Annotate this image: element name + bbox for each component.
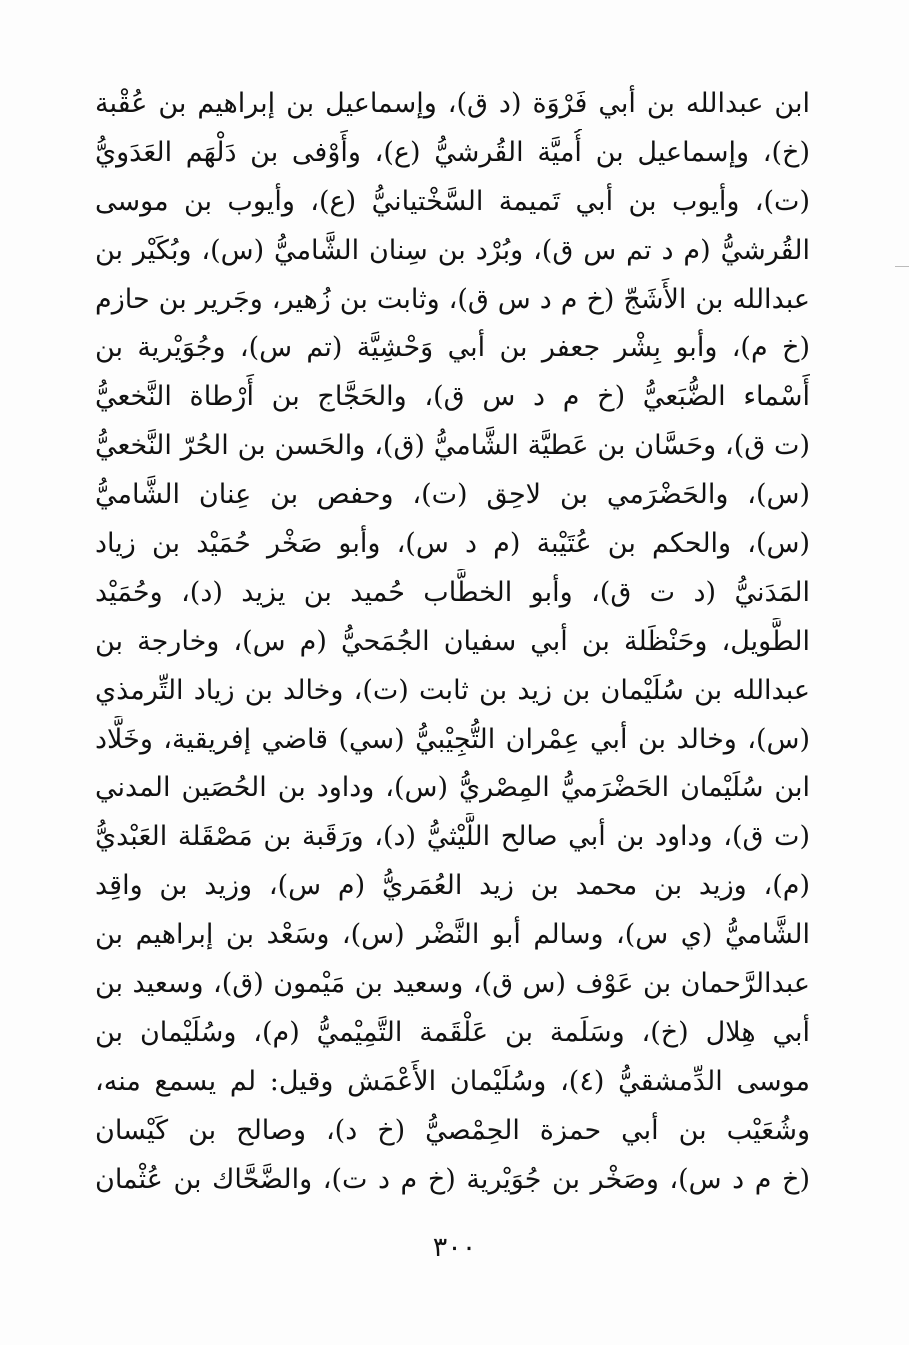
text-line-23: (خ م د س)، وصَخْر بن جُوَيْرية (خ م د ت)، والضَّحَّاك بن عُثْمان (95, 1163, 810, 1195)
text-line-4: القُرشيُّ (م د تم س ق)، وبُرْد بن سِنان الشَّاميُّ (س)، وبُكَيْر بن (95, 234, 810, 266)
text-line-19: عبدالرَّحمان بن عَوْف (س ق)، وسعيد بن مَيْمون (ق)، وسعيد بن (95, 968, 810, 1000)
text-line-10: (س)، والحكم بن عُتَيْبة (م د س)، وأبو صَخْر حُمَيْد بن زياد (95, 528, 810, 560)
text-line-3: (ت)، وأيوب بن أبي تَميمة السَّخْتيانيُّ (ع)، وأيوب بن موسى (95, 185, 810, 217)
text-line-14: (س)، وخالد بن أبي عِمْران التُّجِيْبيُّ (سي) قاضي إفريقية، وخَلَّاد (95, 723, 810, 755)
text-line-8: (ت ق)، وحَسَّان بن عَطيَّة الشَّاميُّ (ق)، والحَسن بن الحُرّ النَّخعيُّ (95, 430, 810, 462)
text-line-1: ابن عبدالله بن أبي فَرْوَة (د ق)، وإسماعيل بن إبراهيم بن عُقْبة (95, 88, 810, 119)
text-line-18: الشَّاميُّ (ي س)، وسالم أبو النَّضْر (س)، وسَعْد بن إبراهيم بن (95, 919, 810, 951)
text-line-22: وشُعَيْب بن أبي حمزة الحِمْصيُّ (خ د)، وصالح بن كَيْسان (95, 1114, 810, 1146)
text-line-2: (خ)، وإسماعيل بن أُميَّة القُرشيُّ (ع)، وأَوْفى بن دَلْهَم العَدَويُّ (95, 136, 810, 168)
text-line-21: موسى الدِّمشقيُّ (٤)، وسُلَيْمان الأَعْمَش وقيل: لم يسمع منه، (95, 1065, 810, 1097)
text-line-20: أبي هِلال (خ)، وسَلَمة بن عَلْقَمة التَّمِيْميُّ (م)، وسُلَيْمان بن (95, 1016, 810, 1048)
text-line-17: (م)، وزيد بن محمد بن زيد العُمَريُّ (م س)، وزيد بن واقِد (95, 870, 810, 902)
page-number: ٣٠٠ (432, 1232, 477, 1263)
text-line-5: عبدالله بن الأَشَجّ (خ م د س ق)، وثابت بن زُهير، وجَرير بن حازم (95, 283, 810, 315)
text-line-6: (خ م)، وأبو بِشْر جعفر بن أبي وَحْشِيَّة (تم س)، وجُوَيْرية بن (95, 332, 810, 364)
text-line-12: الطَّويل، وحَنْظَلة بن أبي سفيان الجُمَحيُّ (م س)، وخارجة بن (95, 625, 810, 657)
body-text (95, 80, 810, 1204)
text-line-15: ابن سُلَيْمان الحَضْرَميُّ المِصْريُّ (س)، وداود بن الحُصَين المدني (95, 772, 810, 804)
text-line-11: المَدَنيُّ (د ت ق)، وأبو الخطَّاب حُميد بن يزيد (د)، وحُمَيْد (95, 576, 810, 608)
margin-mark (895, 266, 909, 267)
text-line-16: (ت ق)، وداود بن أبي صالح اللَّيْثيُّ (د)، ورَقَبة بن مَصْقَلة العَبْديُّ (95, 821, 810, 853)
text-line-7: أَسْماء الضُّبَعيُّ (خ م د س ق)، والحَجَّاج بن أَرْطاة النَّخعيُّ (95, 381, 810, 413)
text-line-13: عبدالله بن سُلَيْمان بن زيد بن ثابت (ت)، وخالد بن زياد التِّرمذي (95, 674, 810, 706)
text-line-9: (س)، والحَضْرَمي بن لاحِق (ت)، وحفص بن عِنان الشَّاميُّ (95, 479, 810, 511)
